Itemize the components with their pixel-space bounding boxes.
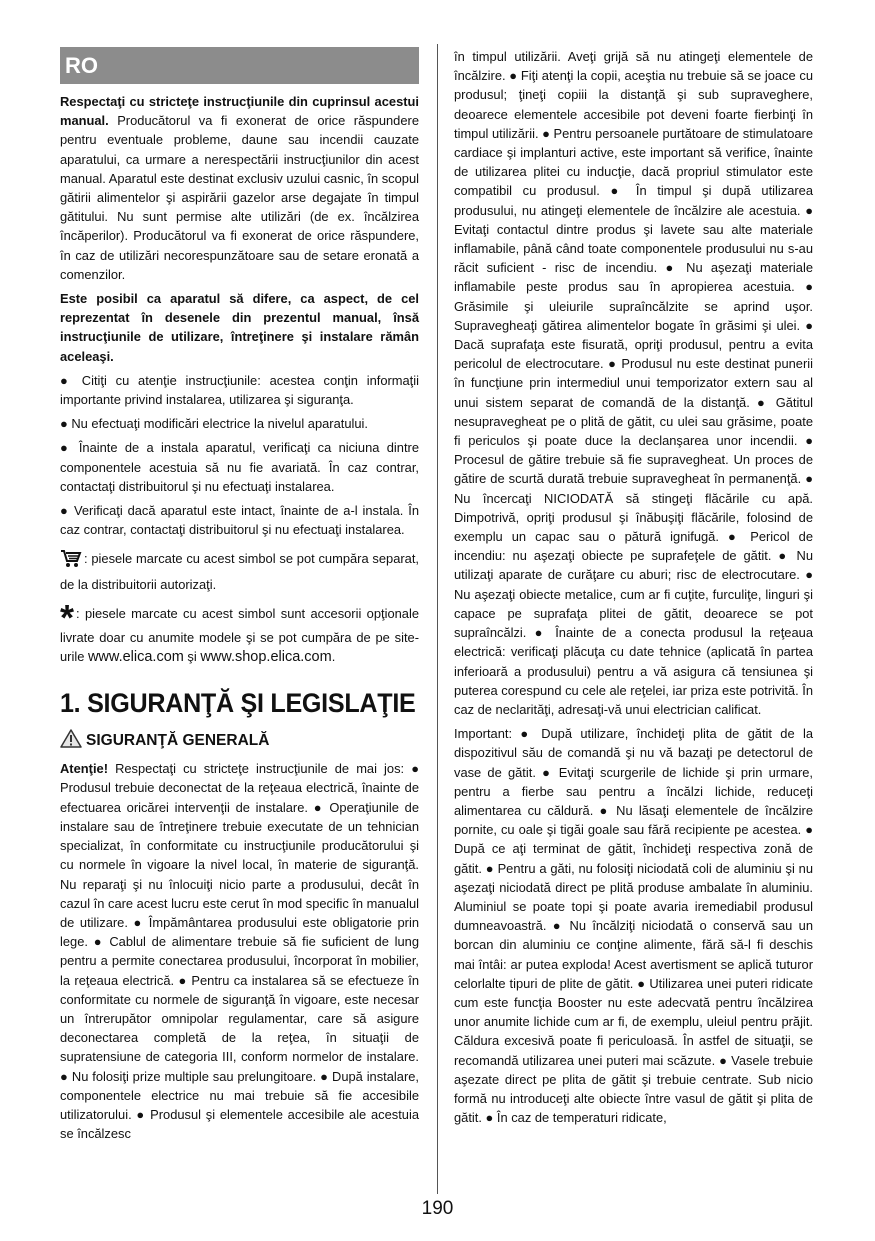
bullet-item: ● Înainte de a instala aparatul, verificaţi ca niciuna dintre componentele acestuia să nu fie avariată. În caz contrar, contactaţi distribuitorul şi nu efectuaţi instalarea. [60, 440, 419, 494]
subsection-title-text: SIGURANŢĂ GENERALĂ [86, 732, 270, 750]
star-note [60, 596, 419, 667]
shopping-cart-icon [60, 549, 82, 574]
safety-bold: Atenţie! [60, 761, 108, 777]
notice-bold: Este posibil ca aparatul să difere, ca aspect, de cel reprezentat în desenele din prezentul manual, însă instrucţiunile de utilizare, întreţinere şi instalare rămân aceleaşi. [60, 291, 419, 364]
intro-paragraph [60, 92, 419, 284]
section-title: 1. SIGURANŢĂ ŞI LEGISLAŢIE [60, 688, 416, 719]
shop-elica-link[interactable]: www.shop.elica.com [200, 649, 332, 666]
left-column [60, 47, 419, 1143]
subsection-title [60, 729, 419, 755]
cart-note [60, 549, 419, 593]
star-note-text: : piesele marcate cu acest simbol sunt accesorii opţionale livrate doar cu anumite modele şi se pot cumpăra de pe site-urile [60, 605, 419, 665]
notice-paragraph [60, 289, 419, 366]
cart-note-text: : piesele marcate cu acest simbol se pot cumpăra separat, de la distribuitorii autorizaţi. [60, 551, 419, 592]
right-column [454, 47, 813, 1127]
elica-link[interactable]: www.elica.com [87, 649, 184, 666]
asterisk-icon: * [60, 596, 75, 638]
column-divider [437, 44, 438, 1194]
safety-paragraph [60, 759, 419, 1143]
sentence-end: . [331, 649, 336, 665]
warning-triangle-icon [60, 729, 82, 755]
safety-text: Respectaţi cu stricteţe instrucţiunile de mai jos: ● Produsul trebuie deconectat de la reţeaua electrică, înainte de efectuarea oricărei intervenţii de instalare. ● Operaţiunile de instalare sau de întreţinere trebuie executate de un tehnician specializat, în conformitate cu instrucţiunile producătorului şi cu normele în vigoare la nivel local, în materie de siguranţă. Nu reparaţi şi nu înlocuiţi nicio parte a produsului, decât în cazul în care acest lucru este cerut în mod specific în manualul de utilizare. ● Împământarea produsului este obligatorie prin lege. ● Cablul de alimentare trebuie să fie suficient de lung pentru a permite conectarea produsului, încorporat în mobilier, la reţeaua electrică. ● Pentru ca instalarea să se efectueze în conformitate cu normele de siguranţă în vigoare, este necesar un întrerupător omnipolar regulamentar, care să asigure deconectarea completă de la reţea, în situaţii de supratensiune de categoria III, conform normelor de instalare. ● Nu folosiţi prize multiple sau prelungitoare. ● După instalare, componentele electrice nu mai trebuie să fie accesibile utilizatorului. ● Produsul şi elementele accesibile ale acestuia se încălzesc [60, 761, 419, 1142]
language-header: RO [60, 47, 419, 84]
bullet-item: ● Citiţi cu atenţie instrucţiunile: acestea conţin informaţii importante privind instalarea, utilizarea şi siguranţa. [60, 372, 419, 408]
bullet-item: ● Nu efectuaţi modificări electrice la nivelul aparatului. [60, 416, 368, 432]
page-number: 190 [421, 1198, 454, 1219]
right-paragraph-2: Important: ● După utilizare, închideţi plita de gătit de la dispozitivul său de comandă şi nu vă bazaţi pe detectorul de vase de gătit. ● Evitaţi scurgerile de lichide şi prin urmare, pentru a fierbe sau pentru a încălzi lichide, reduceţi alimentarea cu căldură. ● Nu lăsaţi elementele de încălzire pornite, cu oale şi tigăi goale sau fără recipiente pe acestea. ● După ce aţi terminat de gătit, închideţi respectiva zonă de gătit. ● Pentru a găti, nu folosiţi niciodată coli de aluminiu şi nu aşezaţi niciodată direct pe plită produse ambalate în aluminiu. Aluminiul se poate topi şi poate avaria iremediabil produsul dumneavoastră. ● Nu încălziţi niciodată o conservă sau un borcan din aluminiu ce conţine alimente, fără să-l fi deschis mai întâi: ar putea exploda! Acest avertisment se aplică tuturor celorlalte tipuri de plite de gătit. ● Utilizarea unei puteri ridicate cum este funcţia Booster nu este adecvată pentru încălzirea unor anumite lichide cum ar fi, de exemplu, uleiul pentru prăjit. Căldura excesivă poate fi periculoasă. În astfel de situaţii, se recomandă utilizarea unei puteri mai scăzute. ● Vasele trebuie aşezate direct pe plita de gătit şi trebuie centrate. Sub nicio formă nu introduceţi alte obiecte între vasul de gătit şi plita de gătit. ● În caz de temperaturi ridicate, [454, 726, 813, 1126]
intro-bold: Respectaţi cu stricteţe instrucţiunile din cuprinsul acestui manual. [60, 94, 419, 129]
bullet-item: ● Verificaţi dacă aparatul este intact, înainte de a-l instala. În caz contrar, contactaţi distribuitorul şi nu efectuaţi instalarea. [60, 503, 419, 538]
and-word: şi [183, 649, 201, 665]
right-paragraph-1: în timpul utilizării. Aveţi grijă să nu atingeţi elementele de încălzire. ● Fiţi atenţi la copii, aceştia nu trebuie să se joace cu produsul; ţineţi copiii la distanţă şi sub supraveghere, deoarece elementele accesibile pot deveni foarte fierbinţi în timpul utilizării. ● Pentru persoanele purtătoare de stimulatoare cardiace şi implanturi active, este important să verifice, înainte de utilizarea plitei cu inducţie, dacă propriul stimulator este compatibil cu produsul. ● În timpul şi după utilizarea produsului, nu atingeţi elementele de încălzire ale acestuia. ● Evitaţi contactul dintre produs şi lavete sau alte materiale inflamabile, până când toate componentele produsului nu s-au răcit suficient - risc de incendiu. ● Nu aşezaţi materiale inflamabile peste produs sau în apropierea acestuia. ● Grăsimile şi uleiurile supraîncălzite se aprind uşor. Supravegheaţi gătirea alimentelor bogate în grăsimi şi ulei. ● Dacă suprafaţa este fisurată, opriţi produsul, pentru a evita pericolul de electrocutare. ● Produsul nu este destinat punerii în funcţiune prin intermediul unui temporizator extern sau al unui sistem separat de comandă de la distanţă. ● Gătitul nesupravegheat pe o plită de gătit, cu ulei sau grăsime, poate fi periculos şi poate duce la declanşarea unor incendii. ● Procesul de gătire trebuie să fie supravegheat. Un proces de gătire de scurtă durată trebuie supravegheat în permanenţă. ● Nu încercaţi NICIODATĂ să stingeţi flăcările cu apă. Dimpotrivă, opriţi produsul şi înăbuşiţi flăcările, folosind de exemplu un capac sau o pătură ignifugă. ● Pericol de incendiu: nu aşezaţi obiecte pe suprafeţele de gătit. ● Nu utilizaţi aparate de curăţare cu aburi; risc de electrocutare. ● Nu aşezaţi obiecte metalice, cum ar fi cuţite, furculiţe, linguri şi capace pe suprafaţa plitei de gătit, deoarece se pot supraîncălzi. ● Înainte de a conecta produsul la reţeaua electrică: verificaţi plăcuţa cu date tehnice (aplicată în partea inferioară a produsului) pentru a vă asigura că tensiunea şi puterea corespund cu cele ale reţelei, iar priza este potrivită. În caz de neclarităţi, adresaţi-vă unui electrician calificat. [454, 49, 813, 717]
intro-text: Producătorul va fi exonerat de orice răspundere pentru eventuale probleme, daune sau incendii cauzate aparatului, ca urmare a nerespectării instrucţiunilor din acest manual. Aparatul este destinat exclusiv uzului casnic, în scopul gătirii alimentelor şi aspirării gazelor arse degajate în timpul gătitului. Nu sunt permise alte utilizări (de ex. încălzirea încăperilor). Producătorul va fi exonerat de orice răspundere, în caz de utilizări necorespunzătoare sau de setare eronată a comenzilor. [60, 113, 419, 282]
